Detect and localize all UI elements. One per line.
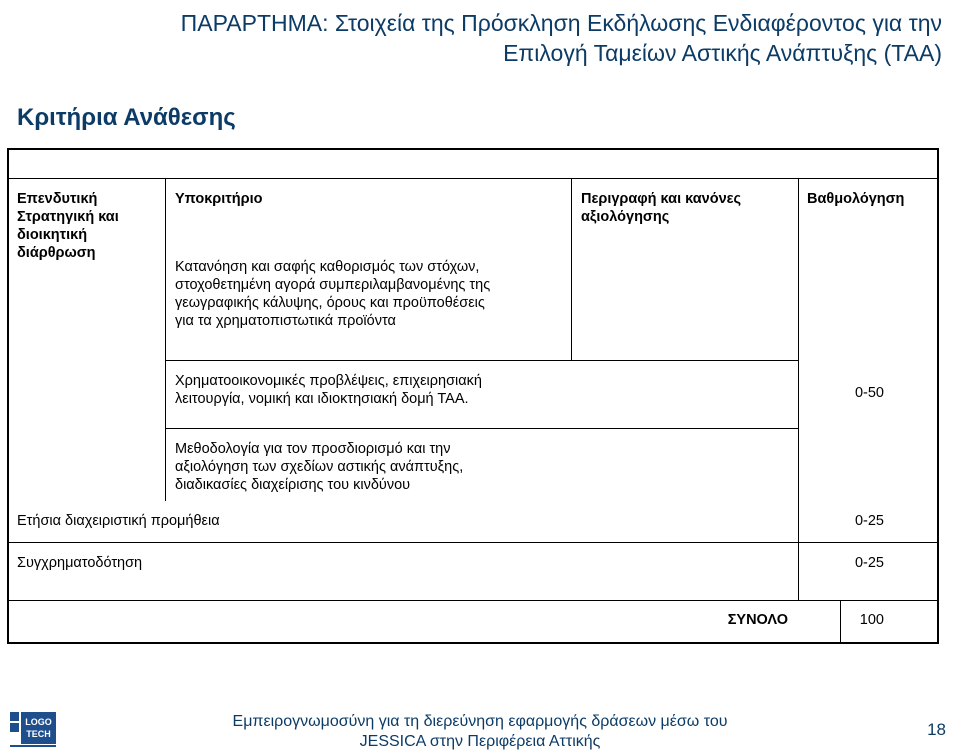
logotech-logo [8, 710, 58, 748]
row-fee-label: Ετήσια διαχειριστική προμήθεια [17, 513, 220, 529]
page-number: 18 [927, 720, 946, 739]
section-heading: Κριτήρια Ανάθεσης [17, 104, 236, 131]
subcriterion-1: Κατανόηση και σαφής καθορισμός των στόχων, στοχοθετημένη αγορά συμπεριλαμβανομένης της γεωγραφικής κάλυψης, όρους και προϋποθέσεις για τα χρηματοπιστωτικά προϊόντα [175, 259, 491, 329]
row-cofin-label: Συγχρηματοδότηση [17, 555, 143, 571]
table-rule [7, 600, 939, 601]
table-rule [165, 428, 798, 429]
strategy-score: 0-50 [854, 385, 884, 401]
col-header-subcriterion: Υποκριτήριο [175, 191, 263, 207]
logo-text-line2: TECH [26, 729, 51, 739]
table-rule [798, 178, 799, 600]
total-label: ΣΥΝΟΛΟ [727, 612, 788, 628]
col-header-scoring: Βαθμολόγηση [807, 191, 905, 207]
subcriterion-3: Μεθοδολογία για τον προσδιορισμό και την αξιολόγηση των σχεδίων αστικής ανάπτυξης, διαδικασίες διαχείρισης του κινδύνου [175, 441, 464, 493]
page-title [12, 8, 942, 68]
col-header-description: Περιγραφή και κανόνες αξιολόγησης [581, 191, 742, 225]
table-rule [165, 178, 166, 501]
row-fee-score: 0-25 [854, 513, 884, 529]
footer-text: Εμπειρογνωμοσύνη για τη διερεύνηση εφαρμογής δράσεων μέσω του JESSICA στην Περιφέρεια Αττικής [232, 713, 728, 750]
row-cofin-score: 0-25 [854, 555, 884, 571]
logo-text-line1: LOGO [25, 717, 52, 727]
col-header-strategy: Επενδυτική Στρατηγική και διοικητική διάρθρωση [17, 191, 119, 261]
table-rule [7, 542, 939, 543]
title-line-2: Επιλογή Ταμείων Αστικής Ανάπτυξης (ΤΑΑ) [503, 40, 942, 66]
subcriterion-2: Χρηματοοικονομικές προβλέψεις, επιχειρησιακή λειτουργία, νομική και ιδιοκτησιακή δομή ΤΑΑ. [175, 373, 482, 407]
table-rule [165, 360, 798, 361]
table-rule [571, 178, 572, 360]
title-line-1: ΠΑΡΑΡΤΗΜΑ: Στοιχεία της Πρόσκληση Εκδήλωσης Ενδιαφέροντος για την [180, 10, 942, 36]
total-value: 100 [859, 612, 884, 628]
table-rule [7, 178, 939, 179]
